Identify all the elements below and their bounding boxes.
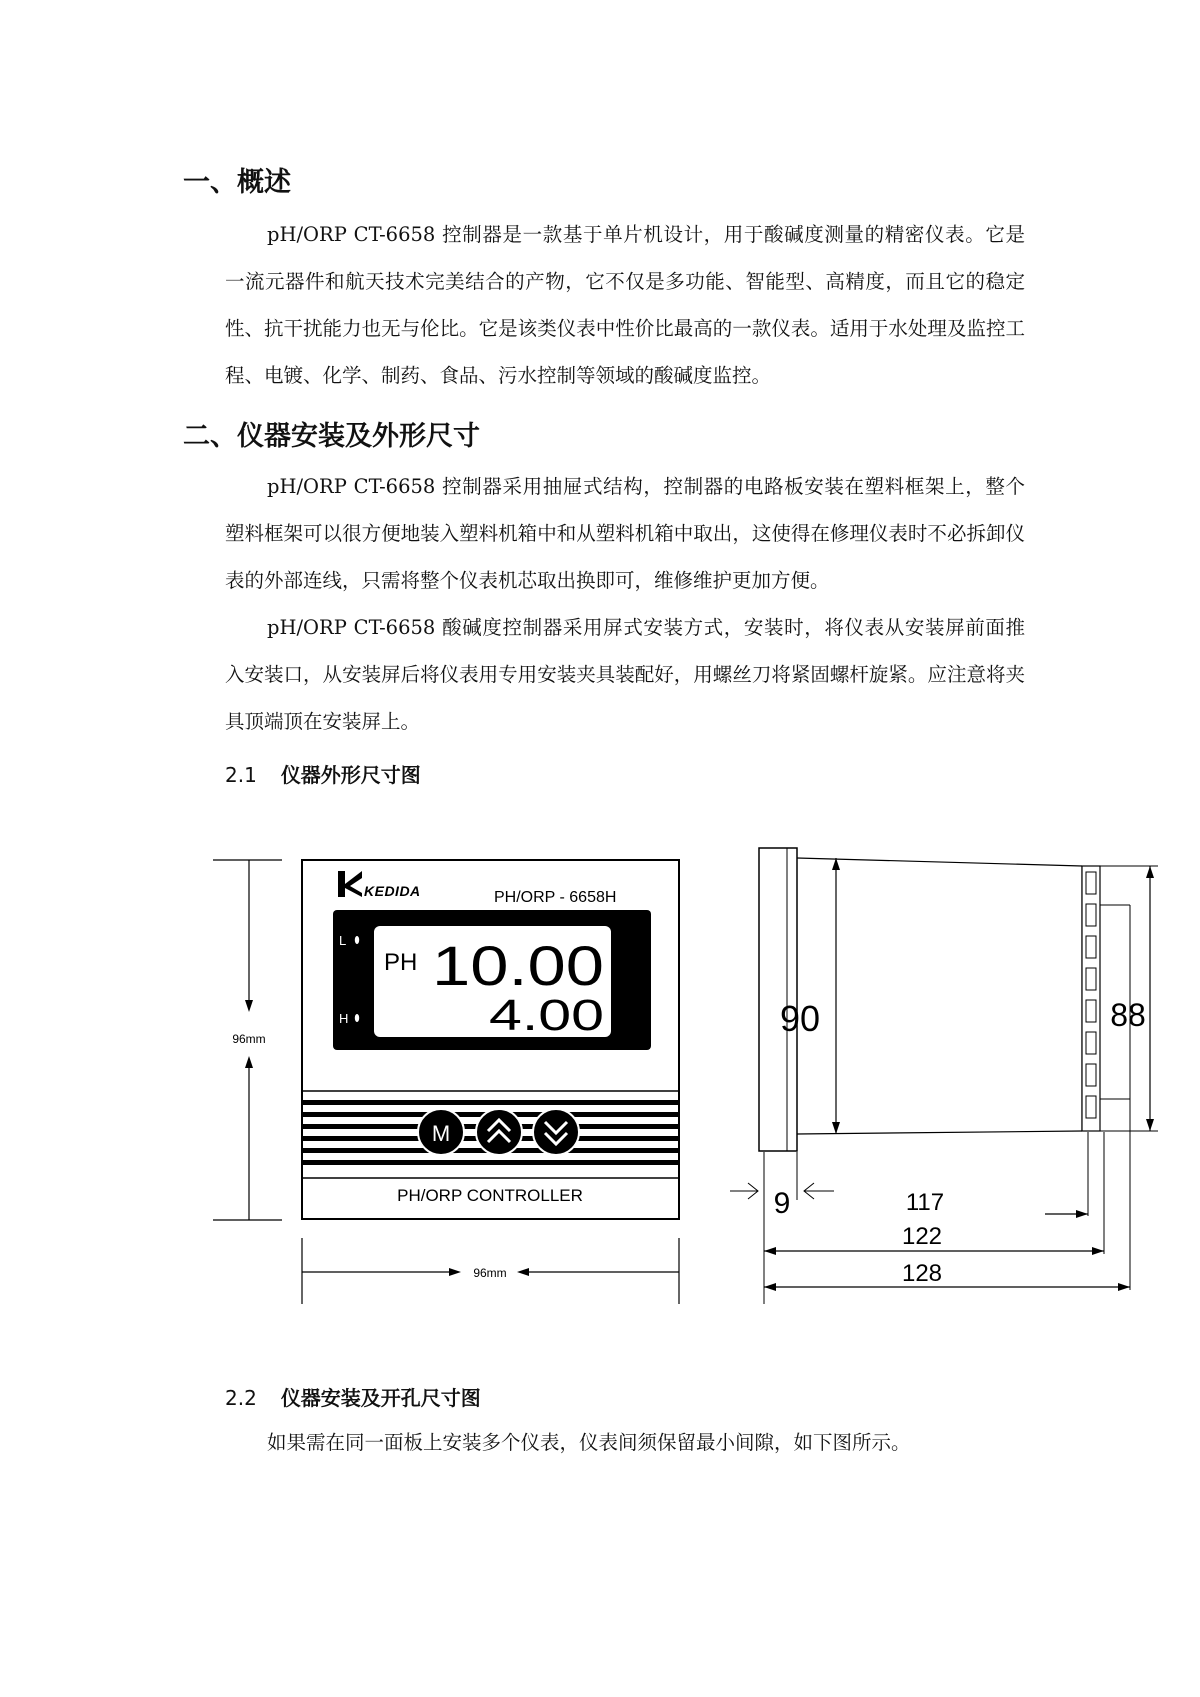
section2-body: [225, 463, 1025, 745]
subsection-2-2: [225, 1382, 481, 1411]
subsection-2-2-paragraph: 如果需在同一面板上安装多个仪表，仪表间须保留最小间隙，如下图所示。: [267, 1431, 911, 1454]
down-button[interactable]: [533, 1109, 579, 1155]
up-button[interactable]: [476, 1109, 522, 1155]
dim-117: 117: [905, 1189, 945, 1216]
indicator-high: H: [339, 1011, 349, 1026]
subsection-title: 仪器外形尺寸图: [280, 763, 421, 787]
dim-88: 88: [1110, 997, 1146, 1033]
height-dim-label: 96mm: [232, 1032, 266, 1046]
dim-128: 128: [901, 1260, 943, 1287]
footer-label: PH/ORP CONTROLLER: [397, 1186, 583, 1205]
side-view: [730, 848, 1158, 1304]
display-sub-value: 4.00: [489, 991, 604, 1040]
subsection-title: 仪器安装及开孔尺寸图: [280, 1386, 481, 1410]
subsection-2-2-body: [225, 1419, 1025, 1466]
led-low-icon: [355, 936, 359, 944]
section1-heading: 一、概述: [183, 167, 291, 198]
indicator-low: L: [339, 933, 347, 948]
section1-body: [225, 211, 1025, 399]
subsection-number: 2.2: [225, 1386, 257, 1410]
dim-9: 9: [773, 1187, 791, 1220]
section2-paragraph2: pH/ORP CT-6658 酸碱度控制器采用屏式安装方式，安装时，将仪表从安装屏前面推入安装口，从安装屏后将仪表用专用安装夹具装配好，用螺丝刀将紧固螺杆旋紧。应注意将夹具顶端顶在安装屏上。: [225, 616, 1025, 733]
led-high-icon: [355, 1014, 359, 1022]
m-button-label: M: [431, 1121, 451, 1146]
display-main-value: 10.00: [432, 934, 604, 997]
width-dim-label: 96mm: [473, 1266, 507, 1280]
display-unit: PH: [384, 949, 418, 976]
m-button[interactable]: [418, 1109, 464, 1155]
dim-122: 122: [901, 1223, 943, 1250]
dimension-drawing: [0, 820, 1200, 1330]
dim-90: 90: [779, 998, 821, 1039]
section1-paragraph: pH/ORP CT-6658 控制器是一款基于单片机设计，用于酸碱度测量的精密仪表。它是一流元器件和航天技术完美结合的产物，它不仅是多功能、智能型、高精度，而且它的稳定性、抗干扰能力也无与伦比。它是该类仪表中性价比最高的一款仪表。适用于水处理及监控工程、电镀、化学、制药、食品、污水控制等领域的酸碱度监控。: [225, 223, 1025, 387]
model-label: PH/ORP - 6658H: [494, 889, 617, 906]
subsection-number: 2.1: [225, 763, 257, 787]
front-view: [213, 860, 679, 1304]
subsection-2-1: [225, 759, 421, 788]
section2-paragraph1: pH/ORP CT-6658 控制器采用抽屉式结构，控制器的电路板安装在塑料框架上，整个塑料框架可以很方便地装入塑料机箱中和从塑料机箱中取出，这使得在修理仪表时不必拆卸仪表的外部连线，只需将整个仪表机芯取出换即可，维修维护更加方便。: [225, 475, 1025, 592]
brand-name: KEDIDA: [364, 883, 421, 899]
section2-heading: 二、仪器安装及外形尺寸: [183, 421, 480, 452]
